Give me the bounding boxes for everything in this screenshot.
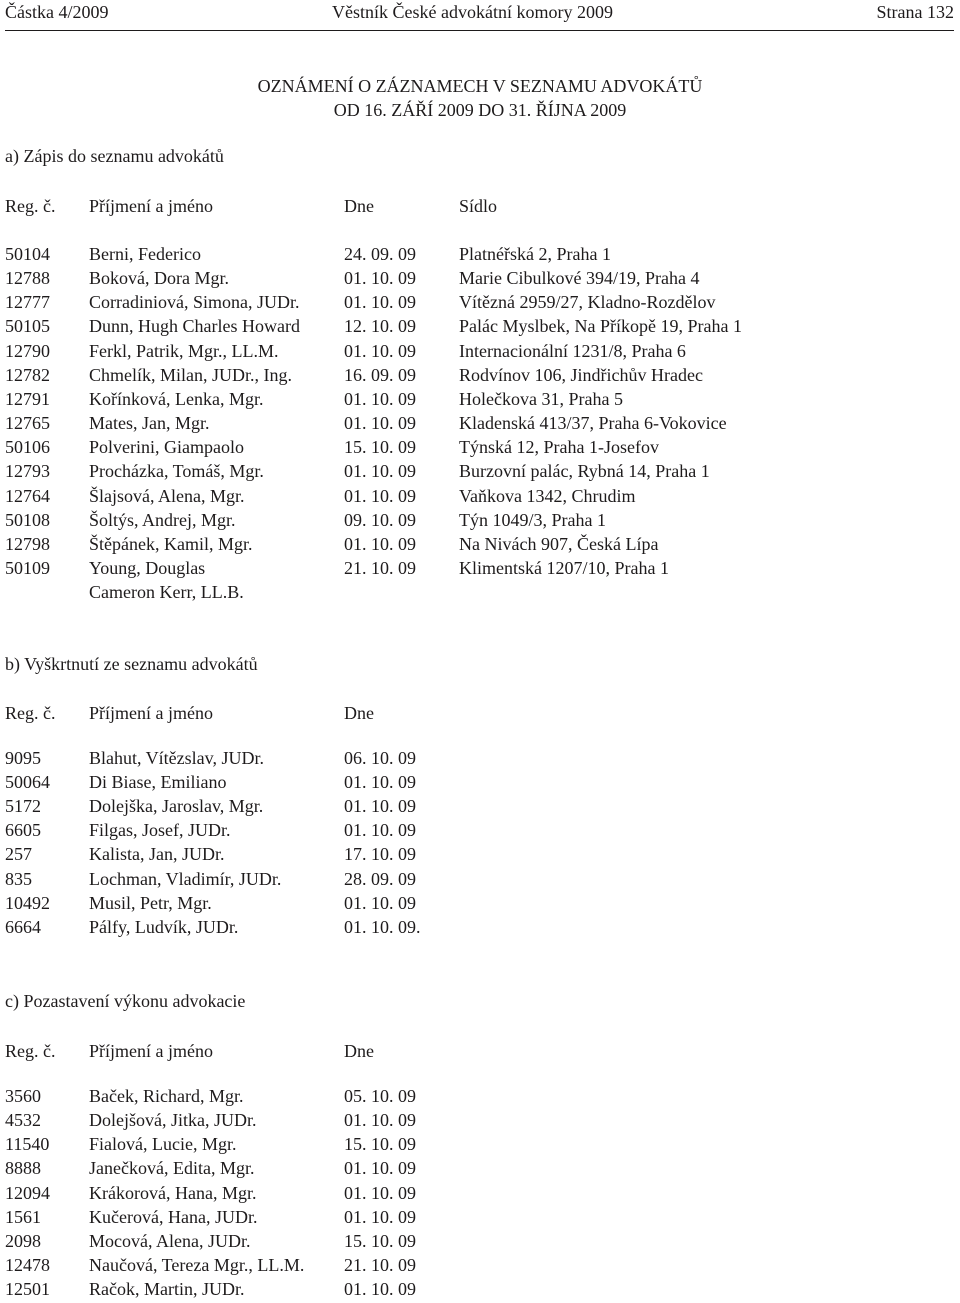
cell-seat: Palác Myslbek, Na Příkopě 19, Praha 1 [459, 316, 742, 337]
cell-reg: 50106 [5, 437, 50, 458]
cell-name: Janečková, Edita, Mgr. [89, 1158, 255, 1179]
cell-seat: Týn 1049/3, Praha 1 [459, 509, 606, 530]
cell-seat: Burzovní palác, Rybná 14, Praha 1 [459, 461, 710, 482]
cell-reg: 50064 [5, 772, 50, 793]
cell-name: Kučerová, Hana, JUDr. [89, 1206, 258, 1227]
table-row [0, 341, 960, 365]
cell-name: Mates, Jan, Mgr. [89, 413, 210, 434]
cell-date: 01. 10. 09 [344, 533, 416, 554]
cell-name: Dolejšová, Jitka, JUDr. [89, 1110, 257, 1131]
cell-name: Dunn, Hugh Charles Howard [89, 316, 300, 337]
cell-name: Lochman, Vladimír, JUDr. [89, 868, 282, 889]
section-b-heading: b) Vyškrtnutí ze seznamu advokátů [5, 654, 258, 674]
cell-seat: Platnéřská 2, Praha 1 [459, 244, 611, 264]
column-header-name: Příjmení a jméno [89, 1041, 213, 1061]
cell-reg: 4532 [5, 1110, 41, 1131]
cell-name: Naučová, Tereza Mgr., LL.M. [89, 1255, 305, 1276]
title-line-2: OD 16. ZÁŘÍ 2009 DO 31. ŘÍJNA 2009 [333, 100, 627, 120]
cell-date: 01. 10. 09 [344, 1110, 416, 1131]
cell-seat: Klimentská 1207/10, Praha 1 [459, 557, 669, 578]
cell-date: 28. 09. 09 [344, 868, 416, 889]
cell-name: Young, Douglas [89, 557, 206, 578]
table-row [0, 1134, 960, 1158]
cell-reg: 6664 [5, 916, 41, 937]
cell-date: 05. 10. 09 [344, 1086, 416, 1106]
section-a-heading: a) Zápis do seznamu advokátů [5, 146, 224, 166]
cell-date: 21. 10. 09 [344, 557, 416, 578]
table-row [0, 748, 960, 772]
cell-reg: 50105 [5, 316, 50, 337]
cell-date: 01. 10. 09 [344, 892, 416, 913]
table-row [0, 796, 960, 820]
cell-seat: Holečkova 31, Praha 5 [459, 388, 623, 409]
cell-name: Štěpánek, Kamil, Mgr. [89, 533, 253, 554]
column-header-reg: Reg. č. [5, 1041, 56, 1061]
cell-seat: Týnská 12, Praha 1-Josefov [459, 437, 659, 458]
table-row [0, 486, 960, 510]
table-row [0, 1158, 960, 1182]
cell-reg: 12478 [5, 1255, 50, 1276]
title-line-1: OZNÁMENÍ O ZÁZNAMECH V SEZNAMU ADVOKÁTŮ [257, 76, 703, 96]
table-row [0, 1255, 960, 1279]
cell-date: 17. 10. 09 [344, 844, 416, 865]
cell-name: Pálfy, Ludvík, JUDr. [89, 916, 239, 937]
cell-reg: 835 [5, 868, 32, 889]
table-row [0, 558, 960, 582]
table-row [0, 510, 960, 534]
cell-name: Kalista, Jan, JUDr. [89, 844, 225, 865]
table-row [0, 1086, 960, 1110]
cell-reg: 50109 [5, 557, 50, 578]
cell-date: 01. 10. 09 [344, 796, 416, 817]
cell-seat: Marie Cibulkové 394/19, Praha 4 [459, 268, 700, 289]
cell-reg: 12782 [5, 364, 50, 385]
table-row [0, 534, 960, 558]
cell-date: 01. 10. 09 [344, 388, 416, 409]
table-row [0, 844, 960, 868]
cell-reg: 12777 [5, 292, 50, 313]
cell-date: 01. 10. 09 [344, 772, 416, 793]
cell-reg: 50108 [5, 509, 50, 530]
cell-name: Šoltýs, Andrej, Mgr. [89, 509, 236, 530]
cell-name: Račok, Martin, JUDr. [89, 1279, 245, 1300]
cell-name: Ferkl, Patrik, Mgr., LL.M. [89, 340, 279, 361]
cell-reg: 12791 [5, 388, 50, 409]
cell-date: 01. 10. 09 [344, 1182, 416, 1203]
cell-date: 01. 10. 09 [344, 1158, 416, 1179]
cell-name: Filgas, Josef, JUDr. [89, 820, 231, 841]
table-row [0, 365, 960, 389]
column-header-reg: Reg. č. [5, 196, 56, 216]
table-row [0, 917, 960, 941]
cell-seat: Na Nivách 907, Česká Lípa [459, 533, 659, 554]
cell-date: 15. 10. 09 [344, 1230, 416, 1251]
cell-reg: 12793 [5, 461, 50, 482]
cell-date: 09. 10. 09 [344, 509, 416, 530]
cell-name: Di Biase, Emiliano [89, 772, 227, 793]
table-row [0, 413, 960, 437]
table-row [0, 437, 960, 461]
cell-name: Baček, Richard, Mgr. [89, 1086, 244, 1106]
table-row [0, 1279, 960, 1303]
table-row [0, 461, 960, 485]
table-row [0, 820, 960, 844]
cell-reg: 12764 [5, 485, 50, 506]
cell-reg: 10492 [5, 892, 50, 913]
section-c-heading: c) Pozastavení výkonu advokacie [5, 991, 246, 1011]
cell-reg: 12790 [5, 340, 50, 361]
cell-name: Mocová, Alena, JUDr. [89, 1230, 251, 1251]
cell-date: 01. 10. 09 [344, 292, 416, 313]
table-row [0, 292, 960, 316]
page-title [0, 74, 960, 122]
table-row [0, 1110, 960, 1134]
table-row [0, 1183, 960, 1207]
cell-name: Boková, Dora Mgr. [89, 268, 229, 289]
cell-name: Corradiniová, Simona, JUDr. [89, 292, 300, 313]
table-row [0, 772, 960, 796]
cell-date: 01. 10. 09 [344, 1279, 416, 1300]
cell-date: 01. 10. 09. [344, 916, 421, 937]
cell-name: Musil, Petr, Mgr. [89, 892, 212, 913]
journal-title: Věstník České advokátní komory 2009 [332, 2, 613, 22]
column-header-name: Příjmení a jméno [89, 196, 213, 216]
header-rule [5, 30, 954, 31]
cell-name: Procházka, Tomáš, Mgr. [89, 461, 264, 482]
cell-reg: 12788 [5, 268, 50, 289]
column-header-date: Dne [344, 196, 374, 216]
page-header [5, 2, 954, 26]
cell-date: 01. 10. 09 [344, 1206, 416, 1227]
cell-seat: Kladenská 413/37, Praha 6-Vokovice [459, 413, 727, 434]
cell-name: Fialová, Lucie, Mgr. [89, 1134, 237, 1155]
cell-name: Polverini, Giampaolo [89, 437, 244, 458]
column-header-reg: Reg. č. [5, 703, 56, 723]
cell-reg: 11540 [5, 1134, 50, 1155]
cell-date: 01. 10. 09 [344, 340, 416, 361]
page-number: Strana 132 [876, 2, 954, 22]
cell-seat: Rodvínov 106, Jindřichův Hradec [459, 364, 703, 385]
table-row [0, 316, 960, 340]
cell-date: 01. 10. 09 [344, 268, 416, 289]
cell-name: Blahut, Vítězslav, JUDr. [89, 748, 264, 768]
cell-name: Dolejška, Jaroslav, Mgr. [89, 796, 264, 817]
cell-reg: 2098 [5, 1230, 41, 1251]
cell-reg: 257 [5, 844, 32, 865]
cell-seat: Internacionální 1231/8, Praha 6 [459, 340, 686, 361]
table-row [0, 582, 960, 606]
column-header-date: Dne [344, 1041, 374, 1061]
table-row [0, 268, 960, 292]
cell-name: Chmelík, Milan, JUDr., Ing. [89, 364, 292, 385]
cell-date: 24. 09. 09 [344, 244, 416, 264]
column-header-seat: Sídlo [459, 196, 498, 216]
cell-seat: Vítězná 2959/27, Kladno-Rozdělov [459, 292, 716, 313]
cell-reg: 9095 [5, 748, 41, 768]
cell-date: 01. 10. 09 [344, 461, 416, 482]
cell-name: Krákorová, Hana, Mgr. [89, 1182, 257, 1203]
cell-date: 01. 10. 09 [344, 485, 416, 506]
cell-reg: 8888 [5, 1158, 41, 1179]
cell-reg: 12501 [5, 1279, 50, 1300]
cell-reg: 12798 [5, 533, 50, 554]
table-row [0, 389, 960, 413]
cell-reg: 50104 [5, 244, 50, 264]
cell-reg: 1561 [5, 1206, 41, 1227]
cell-seat: Vaňkova 1342, Chrudim [459, 485, 636, 506]
table-row [0, 244, 960, 268]
cell-reg: 6605 [5, 820, 41, 841]
table-row [0, 1207, 960, 1231]
cell-date: 15. 10. 09 [344, 437, 416, 458]
cell-reg: 5172 [5, 796, 41, 817]
cell-name: Cameron Kerr, LL.B. [89, 582, 244, 603]
cell-name: Šlajsová, Alena, Mgr. [89, 485, 245, 506]
cell-name: Kořínková, Lenka, Mgr. [89, 388, 264, 409]
cell-date: 16. 09. 09 [344, 364, 416, 385]
cell-date: 21. 10. 09 [344, 1255, 416, 1276]
table-row [0, 893, 960, 917]
cell-date: 06. 10. 09 [344, 748, 416, 768]
cell-date: 12. 10. 09 [344, 316, 416, 337]
cell-date: 01. 10. 09 [344, 413, 416, 434]
cell-reg: 3560 [5, 1086, 41, 1106]
cell-date: 01. 10. 09 [344, 820, 416, 841]
cell-date: 15. 10. 09 [344, 1134, 416, 1155]
column-header-name: Příjmení a jméno [89, 703, 213, 723]
table-row [0, 869, 960, 893]
cell-reg: 12765 [5, 413, 50, 434]
column-header-date: Dne [344, 703, 374, 723]
cell-name: Berni, Federico [89, 244, 201, 264]
cell-reg: 12094 [5, 1182, 50, 1203]
table-row [0, 1231, 960, 1255]
issue-label: Částka 4/2009 [5, 2, 109, 22]
